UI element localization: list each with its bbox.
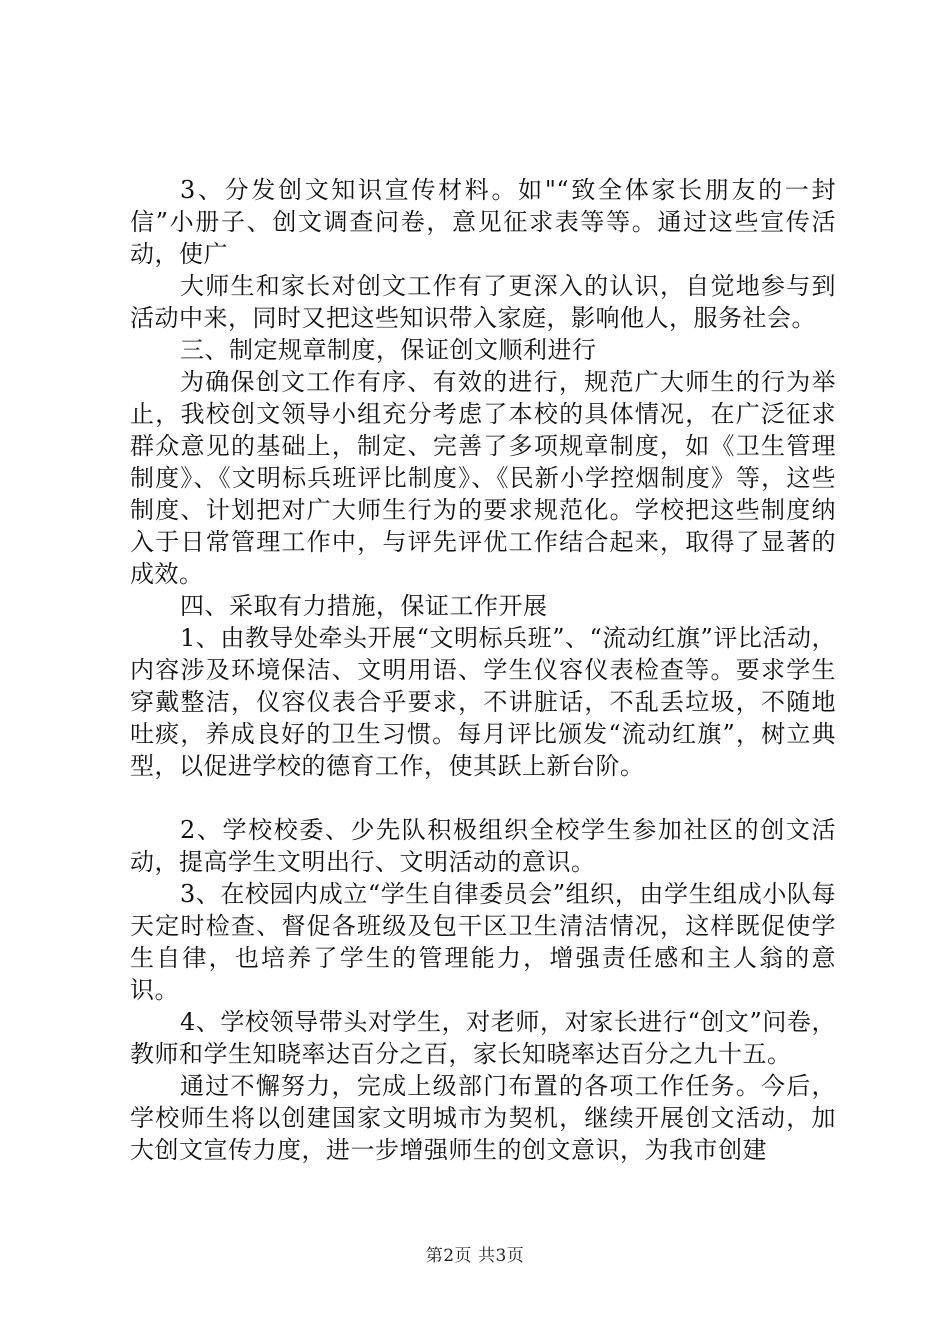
- paragraph-continuation: 大师生和家长对创文工作有了更深入的认识，自觉地参与到活动中来，同时又把这些知识带入家庭，影响他人，服务社会。: [130, 272, 836, 332]
- section-heading-4: 四、采取有力措施，保证工作开展: [180, 592, 548, 620]
- paragraph-measure-1: 1、由教导处牵头开展“文明标兵班”、“流动红旗”评比活动，内容涉及环境保洁、文明用语、学生仪容仪表检查等。要求学生穿戴整洁，仪容仪表合乎要求，不讲脏话，不乱丢垃圾，不随地吐痰，养成良好的卫生习惯。每月评比颁发“流动红旗”，树立典型，以促进学校的德育工作，使其跃上新台阶。: [130, 624, 836, 780]
- section-heading-3: 三、制定规章制度，保证创文顺利进行: [180, 336, 597, 364]
- paragraph-item-3: 3、分发创文知识宣传材料。如"“致全体家长朋友的一封信”小册子、创文调查问卷，意见征求表等等。通过这些宣传活动，使广: [130, 176, 836, 268]
- paragraph-measure-2: 2、学校校委、少先队积极组织全校学生参加社区的创文活动，提高学生文明出行、文明活动的意识。: [130, 816, 836, 876]
- document-body: [130, 174, 836, 1166]
- paragraph-regulations: 为确保创文工作有序、有效的进行，规范广大师生的行为举止，我校创文领导小组充分考虑了本校的具体情况，在广泛征求群众意见的基础上，制定、完善了多项规章制度，如《卫生管理制度》、《文明标兵班评比制度》、《民新小学控烟制度》等，这些制度、计划把对广大师生行为的要求规范化。学校把这些制度纳入于日常管理工作中，与评先评优工作结合起来，取得了显著的成效。: [130, 368, 836, 588]
- page-footer: [0, 1241, 950, 1266]
- paragraph-spacer: [130, 782, 836, 814]
- paragraph-measure-3: 3、在校园内成立“学生自律委员会”组织，由学生组成小队每天定时检查、督促各班级及包干区卫生清洁情况，这样既促使学生自律，也培养了学生的管理能力，增强责任感和主人翁的意识。: [130, 880, 836, 1004]
- page-number-label: 第2页 共3页: [425, 1246, 525, 1266]
- paragraph-measure-4: 4、学校领导带头对学生，对老师，对家长进行“创文”问卷，教师和学生知晓率达百分之百，家长知晓率达百分之九十五。: [130, 1008, 836, 1068]
- paragraph-conclusion: 通过不懈努力，完成上级部门布置的各项工作任务。今后，学校师生将以创建国家文明城市为契机，继续开展创文活动，加大创文宣传力度，进一步增强师生的创文意识，为我市创建: [130, 1072, 836, 1164]
